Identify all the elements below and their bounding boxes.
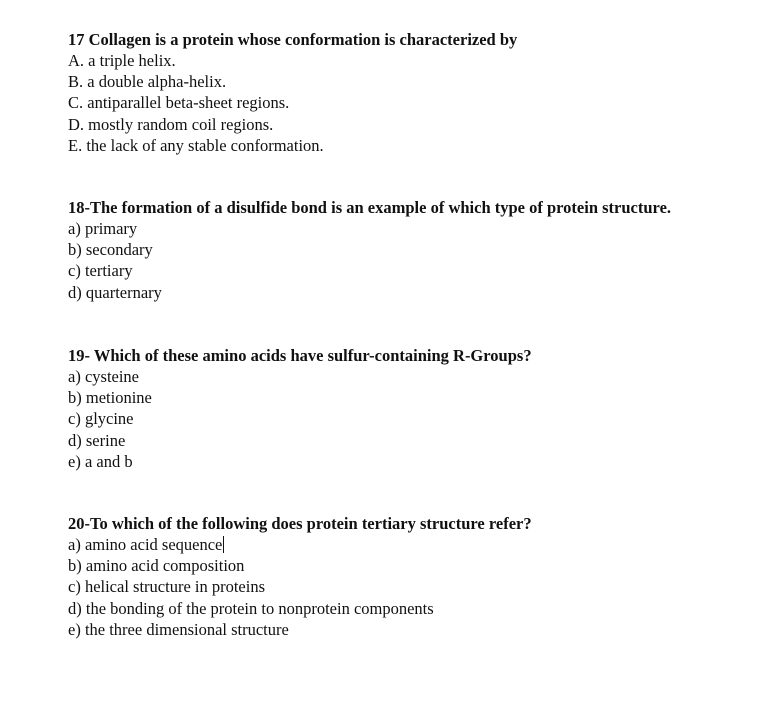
answer-option: e) a and b — [68, 451, 133, 471]
answer-option: a) primary — [68, 219, 138, 238]
answer-option: D. mostly random coil regions. — [68, 114, 274, 134]
answer-option: b) metionine — [68, 388, 152, 408]
question-stem: 20-To which of the following does protein tertiary structure refer? — [68, 514, 532, 533]
question-stem: 18-The formation of a disulfide bond is an example of which type of protein structure. — [68, 198, 672, 217]
answer-option: c) helical structure in proteins — [68, 577, 266, 597]
answer-option: a) cysteine — [68, 367, 140, 386]
answer-option: b) secondary — [68, 240, 153, 260]
answer-option: c) tertiary — [68, 261, 133, 281]
answer-option: C. antiparallel beta-sheet regions. — [68, 93, 290, 113]
question-19 — [68, 345, 768, 472]
answer-option-with-cursor[interactable] — [68, 534, 768, 555]
answer-option: e) the three dimensional structure — [68, 619, 289, 639]
answer-option: A. a triple helix. — [68, 51, 176, 70]
answer-option: E. the lack of any stable conformation. — [68, 135, 324, 155]
question-stem: 17 Collagen is a protein whose conformation is characterized by — [68, 30, 518, 49]
answer-option: c) glycine — [68, 409, 134, 429]
answer-option: d) quarternary — [68, 282, 162, 302]
answer-option-text: a) amino acid sequence — [68, 535, 223, 554]
question-20 — [68, 513, 768, 640]
text-cursor — [223, 536, 224, 553]
question-stem: 19- Which of these amino acids have sulfur-containing R-Groups? — [68, 346, 532, 365]
answer-option: B. a double alpha-helix. — [68, 72, 227, 92]
answer-option: d) the bonding of the protein to nonprotein components — [68, 598, 434, 618]
question-17 — [68, 29, 768, 156]
question-18 — [68, 197, 768, 303]
answer-option: d) serine — [68, 430, 126, 450]
answer-option: b) amino acid composition — [68, 556, 245, 576]
